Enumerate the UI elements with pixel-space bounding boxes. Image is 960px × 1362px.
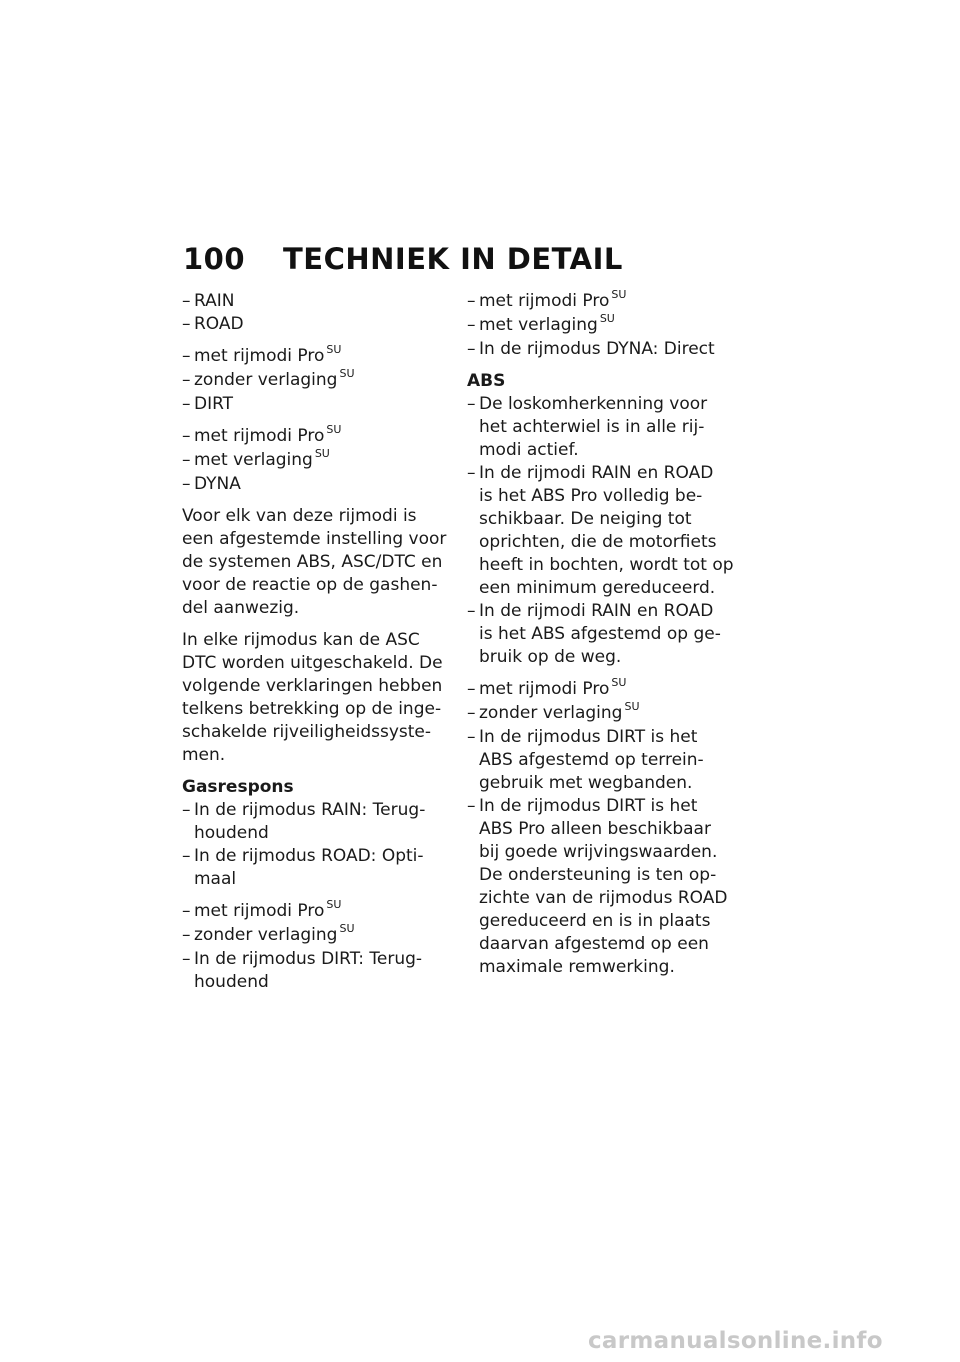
list-item: – met rijmodi Pro $^{SU}$ [182,423,342,446]
page-number: 100 [183,242,246,276]
mode-list-5 [467,290,757,361]
gas-list: – In de rijmodus RAIN: Terug- houdend – In de rijmodus ROAD: Opti- maal [182,799,452,891]
list-item: – DYNA [182,474,241,494]
list-item: – met verlaging $^{SU}$ [182,447,330,470]
list-item: – zonder verlaging $^{SU}$ [182,367,355,390]
page-header [183,242,623,276]
left-column [182,290,452,994]
list-item: – DIRT [182,394,234,414]
right-column [467,290,757,979]
list-item: – In de rijmodi RAIN en ROAD [467,463,714,483]
list-item: – In de rijmodus RAIN: Terug- [182,800,426,820]
list-item: – met rijmodi Pro $^{SU}$ [467,676,627,699]
watermark: carmanualsonline.info [588,1328,883,1354]
section-heading-gasrespons: Gasrespons [182,777,294,797]
mode-list-2 [182,345,452,416]
list-item: – met rijmodi Pro $^{SU}$ [182,343,342,366]
mode-list-4: – met rijmodi Pro $^{SU}$ – zonder verlaging $^{SU}$ – In de rijmodus DIRT: Terug- houdend [182,900,452,994]
list-item: – In de rijmodus DIRT is het [467,727,698,747]
list-item: – zonder verlaging $^{SU}$ [182,922,355,945]
mode-list-1 [182,290,452,336]
list-item: – In de rijmodi RAIN en ROAD [467,601,714,621]
list-item: – In de rijmodus DYNA: Direct [467,339,715,359]
list-item: – RAIN [182,291,235,311]
page-title: TECHNIEK IN DETAIL [283,242,623,276]
list-item: – De loskomherkenning voor [467,394,708,414]
mode-list-3 [182,425,452,496]
list-item: – met rijmodi Pro $^{SU}$ [182,898,342,921]
list-item: – In de rijmodus DIRT: Terug- [182,949,423,969]
list-item: – zonder verlaging $^{SU}$ [467,700,640,723]
list-item: – In de rijmodus ROAD: Opti- [182,846,424,866]
abs-list: – De loskomherkenning voor het achterwiel is in alle rij- modi actief. – In de rijmodi RAIN en ROAD is het ABS Pro volledig be- schikbaar. De neiging tot oprichten, die de motorfiets heeft in bochten, wordt tot op een minimum gereduceerd. – In de rijmodi RAIN en ROAD is het ABS afgestemd op ge- bruik op de weg. [467,393,757,669]
paragraph-1: Voor elk van deze rijmodi is een afgestemde instelling voor de systemen ABS, ASC/DTC en voor de reactie op de gashen- del aanwezig. [182,506,447,618]
list-item: – In de rijmodus DIRT is het [467,796,698,816]
section-heading-abs: ABS [467,371,506,391]
mode-list-6: – met rijmodi Pro $^{SU}$ – zonder verlaging $^{SU}$ – In de rijmodus DIRT is het ABS afgestemd op terrein- gebruik met wegbanden. – In de rijmodus DIRT is het ABS Pro alleen beschikbaar bij goede wrijvingswaarden. De ondersteuning is ten op- zichte van de rijmodus ROAD gereduceerd en is in plaats daarvan afgestemd op een maximale remwerking. [467,678,757,979]
list-item: – met verlaging $^{SU}$ [467,312,615,335]
paragraph-2: In elke rijmodus kan de ASC DTC worden uitgeschakeld. De volgende verklaringen hebben telkens betrekking op de inge- schakelde rijveiligheidssyste- men. [182,630,443,765]
list-item: – ROAD [182,314,244,334]
list-item: – met rijmodi Pro $^{SU}$ [467,288,627,311]
